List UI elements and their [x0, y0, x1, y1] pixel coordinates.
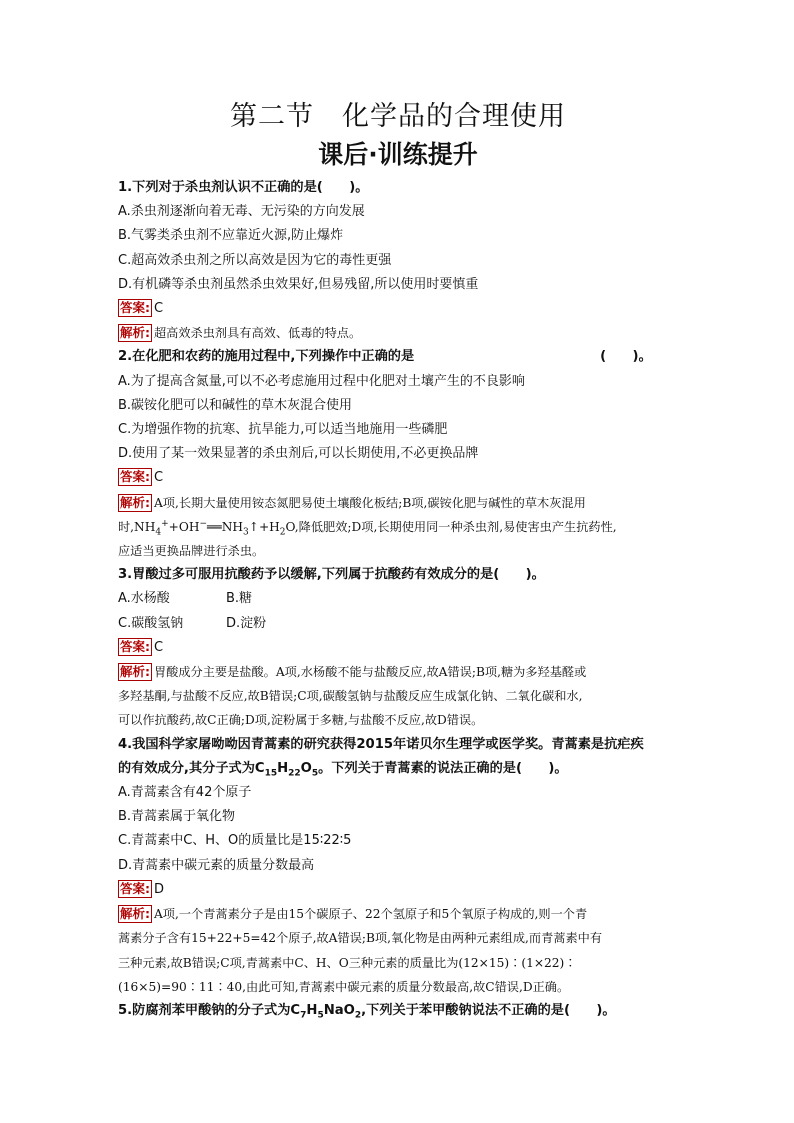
question-2-analysis-line-1	[118, 491, 678, 515]
answer-tag: 答案:	[120, 880, 150, 896]
question-3-option-c: C.碳酸氢钠	[118, 615, 184, 631]
question-4-analysis-line-2: 蒿素分子含有15+22+5=42个原子,故A错误;B项,氧化物是由两种元素组成,而青蒿素中有	[118, 931, 603, 946]
question-2-option-b: B.碳铵化肥可以和碱性的草木灰混合使用	[118, 397, 353, 413]
stem-text: 5.防腐剂苯甲酸钠的分子式为C	[118, 1002, 301, 1018]
stem-text: ,下列关于苯甲酸钠说法不正确的是( )。	[361, 1002, 616, 1018]
subscript: 2	[279, 527, 286, 538]
analysis-text: A项,长期大量使用铵态氮肥易使土壤酸化板结;B项,碳铵化肥与碱性的草木灰混用	[154, 495, 586, 510]
stem-text: 的有效成分,其分子式为C	[118, 760, 265, 776]
subscript: 7	[300, 1010, 307, 1021]
analysis-text: ↑+H	[248, 519, 280, 534]
analysis-tag: 解析:	[120, 664, 150, 680]
question-4-answer	[118, 878, 678, 902]
superscript: +	[161, 518, 169, 529]
question-4-option-c: C.青蒿素中C、H、O的质量比是15∶22∶5	[118, 833, 352, 849]
stem-text: 。下列关于青蒿素的说法正确的是( )。	[318, 760, 568, 776]
answer-tag: 答案:	[120, 300, 150, 316]
question-1-stem: 1.下列对于杀虫剂认识不正确的是( )。	[118, 180, 369, 195]
subscript: 4	[155, 527, 162, 538]
analysis-tag: 解析:	[120, 325, 150, 341]
question-3-option-a: A.水杨酸	[118, 591, 170, 607]
question-5-stem	[118, 999, 678, 1023]
question-3-option-d: D.淀粉	[226, 615, 267, 631]
answer-value: D	[154, 881, 165, 897]
stem-text: NaO	[323, 1002, 355, 1018]
question-4-analysis-line-4: (16×5)=90∶11∶40,由此可知,青蒿素中碳元素的质量分数最高,故C错误,D正确。	[118, 979, 570, 994]
question-4-option-d: D.青蒿素中碳元素的质量分数最高	[118, 857, 315, 873]
analysis-tag: 解析:	[120, 494, 150, 510]
answer-value: C	[154, 639, 164, 655]
answer-tag: 答案:	[120, 638, 150, 654]
stem-text: H	[306, 1002, 318, 1018]
analysis-text: O,降低肥效;D项,长期使用同一种杀虫剂,易使害虫产生抗药性,	[285, 519, 617, 534]
question-2-answer	[118, 466, 678, 490]
page-subtitle: 课后·训练提升	[318, 140, 478, 169]
question-4-option-b: B.青蒿素属于氧化物	[118, 809, 236, 825]
superscript: −	[199, 518, 208, 529]
question-1-analysis	[118, 321, 678, 345]
question-3-analysis-line-1	[118, 660, 678, 684]
question-2-option-d: D.使用了某一效果显著的杀虫剂后,可以长期使用,不必更换品牌	[118, 446, 479, 462]
analysis-text: 胃酸成分主要是盐酸。A项,水杨酸不能与盐酸反应,故A错误;B项,糖为多羟基醛或	[154, 665, 587, 680]
stem-text: 2.在化肥和农药的施用过程中,下列操作中正确的是	[118, 349, 415, 365]
answer-tag: 答案:	[120, 469, 150, 485]
subscript: 5	[311, 768, 319, 779]
question-2-analysis-line-3: 应适当更换品牌进行杀虫。	[118, 544, 265, 559]
question-3-analysis-line-2: 多羟基酮,与盐酸不反应,故B错误;C项,碳酸氢钠与盐酸反应生成氯化钠、二氧化碳和水,	[118, 689, 583, 704]
question-1-option-a: A.杀虫剂逐渐向着无毒、无污染的方向发展	[118, 204, 365, 220]
question-1-option-c: C.超高效杀虫剂之所以高效是因为它的毒性更强	[118, 252, 392, 268]
question-2-option-c: C.为增强作物的抗寒、抗旱能力,可以适当地施用一些磷肥	[118, 422, 448, 438]
question-3-options-row-1	[118, 587, 678, 611]
question-2-option-a: A.为了提高含氮量,可以不必考虑施用过程中化肥对土壤产生的不良影响	[118, 373, 525, 389]
analysis-text: 时,NH	[118, 519, 156, 534]
question-4-stem-line-1: 4.我国科学家屠呦呦因青蒿素的研究获得2015年诺贝尔生理学或医学奖。青蒿素是抗疟疾	[118, 736, 644, 752]
stem-text: H	[277, 760, 289, 776]
subscript: 5	[317, 1010, 324, 1021]
question-4-analysis-line-1	[118, 902, 678, 926]
question-4-option-a: A.青蒿素含有42个原子	[118, 785, 252, 801]
page-title: 第二节 化学品的合理使用	[230, 101, 566, 132]
analysis-tag: 解析:	[120, 906, 150, 922]
answer-value: C	[154, 301, 164, 317]
subscript: 2	[354, 1010, 362, 1021]
stem-text: O	[300, 760, 312, 776]
answer-value: C	[154, 470, 164, 486]
analysis-text: A项,一个青蒿素分子是由15个碳原子、22个氢原子和5个氧原子构成的,则一个青	[154, 907, 588, 922]
subscript: 15	[264, 768, 278, 779]
question-1-answer	[118, 297, 678, 321]
analysis-text: +OH	[168, 519, 200, 534]
question-2-analysis-line-2	[118, 515, 678, 539]
question-3-options-row-2	[118, 612, 678, 636]
subscript: 22	[288, 768, 301, 779]
subscript: 3	[243, 527, 249, 538]
question-2-stem	[118, 345, 678, 369]
answer-paren: ( )。	[600, 349, 652, 365]
question-3-answer	[118, 636, 678, 660]
question-3-analysis-line-3: 可以作抗酸药,故C正确;D项,淀粉属于多糖,与盐酸不反应,故D错误。	[118, 713, 484, 728]
question-3-stem: 3.胃酸过多可服用抗酸药予以缓解,下列属于抗酸药有效成分的是( )。	[118, 567, 545, 583]
question-4-stem-line-2	[118, 757, 678, 781]
question-1-option-b: B.气雾类杀虫剂不应靠近火源,防止爆炸	[118, 228, 344, 244]
question-4-analysis-line-3: 三种元素,故B错误;C项,青蒿素中C、H、O三种元素的质量比为(12×15)∶(1×22)∶	[118, 955, 577, 970]
analysis-text: ══NH	[207, 519, 243, 534]
question-1-option-d: D.有机磷等杀虫剂虽然杀虫效果好,但易残留,所以使用时要慎重	[118, 276, 479, 292]
question-3-option-b: B.糖	[226, 591, 253, 607]
document-page	[118, 96, 678, 1023]
analysis-text: 超高效杀虫剂具有高效、低毒的特点。	[154, 326, 362, 341]
